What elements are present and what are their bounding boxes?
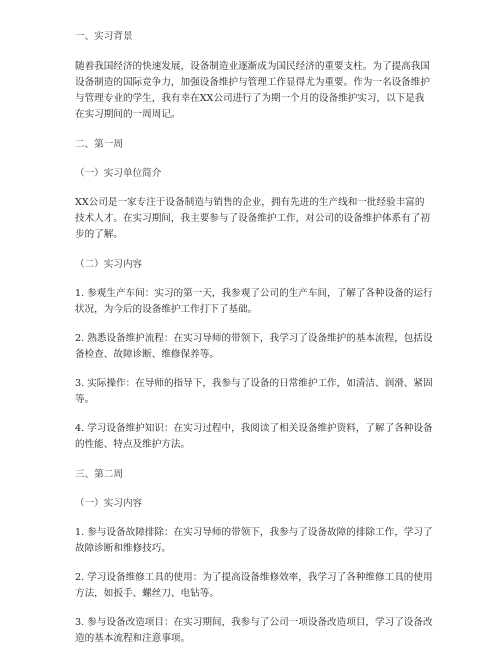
- list-item-visit-workshop: 1. 参观生产车间：实习的第一天，我参观了公司的生产车间，了解了各种设备的运行状况，为今后的设备维护工作打下了基础。: [75, 288, 433, 315]
- list-item-equipment-upgrade: 3. 参与设备改造项目：在实习期间，我参与了公司一项设备改造项目，学习了设备改造的基本流程和注意事项。: [75, 617, 433, 644]
- list-item-repair-tools: 2. 学习设备维修工具的使用：为了提高设备维修效率，我学习了各种维修工具的使用方法，如扳手、螺丝刀、电钻等。: [75, 572, 433, 599]
- list-item-maintenance-process: 2. 熟悉设备维护流程：在实习导师的带领下，我学习了设备维护的基本流程，包括设备检查、故障诊断、维修保养等。: [75, 333, 433, 360]
- paragraph-company-intro: XX公司是一家专注于设备制造与销售的企业，拥有先进的生产线和一批经验丰富的技术人才。在实习期间，我主要参与了设备维护工作，对公司的设备维护体系有了初步的了解。: [75, 197, 430, 240]
- section-heading-background: 一、实习背景: [75, 31, 133, 42]
- paragraph-background: 随着我国经济的快速发展，设备制造业逐渐成为国民经济的重要支柱。为了提高我国设备制造的国际竞争力，加强设备维护与管理工作显得尤为重要。作为一名设备维护与管理专业的学生，我有幸在XX公司进行了为期一个月的设备维护实习，以下是我在实习期间的一周周记。: [75, 61, 430, 120]
- list-item-maintenance-knowledge: 4. 学习设备维护知识：在实习过程中，我阅读了相关设备维护资料，了解了各种设备的性能、特点及维护方法。: [75, 423, 433, 450]
- section-heading-week-two: 三、第二周: [75, 469, 123, 480]
- subheading-week-one-content: （二）实习内容: [75, 259, 143, 270]
- document-body: [75, 29, 433, 647]
- subheading-week-two-content: （一）实习内容: [75, 498, 143, 509]
- subheading-company-intro: （一）实习单位简介: [75, 168, 162, 179]
- section-heading-week-one: 二、第一周: [75, 139, 123, 150]
- list-item-fault-repair: 1. 参与设备故障排除：在实习导师的带领下，我参与了设备故障的排除工作，学习了故障诊断和维修技巧。: [75, 527, 433, 554]
- list-item-practical-operation: 3. 实际操作：在导师的指导下，我参与了设备的日常维护工作，如清洁、润滑、紧固等。: [75, 378, 433, 405]
